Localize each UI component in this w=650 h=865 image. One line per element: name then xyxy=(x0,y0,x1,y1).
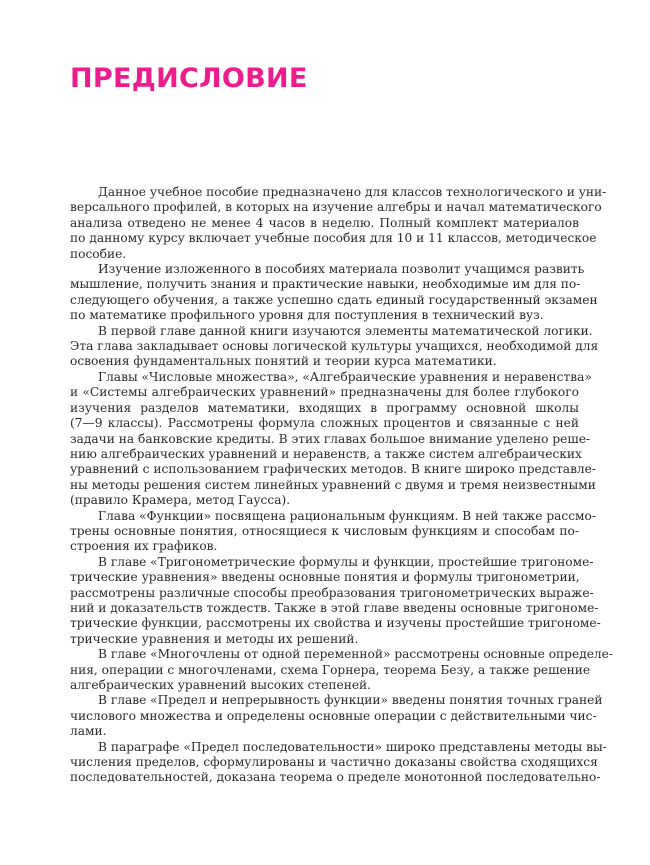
paragraph xyxy=(70,554,601,647)
text-line: (7—9 классы). Рассмотрены формула сложных процентов и связанные с ней xyxy=(70,416,579,431)
text-line: числения пределов, сформулированы и частично доказаны свойства сходящихся xyxy=(70,755,598,770)
paragraph xyxy=(70,508,596,555)
text-line: версального профилей, в которых на изучение алгебры и начал математического xyxy=(70,200,602,215)
text-line: по математике профильного уровня для поступления в технический вуз. xyxy=(70,308,544,323)
text-line: лами. xyxy=(70,724,107,739)
text-line: последовательностей, доказана теорема о пределе монотонной последовательно- xyxy=(70,770,601,785)
text-line: по данному курсу включает учебные пособия для 10 и 11 классов, методическое xyxy=(70,231,597,246)
paragraph xyxy=(70,739,607,786)
text-line: рассмотрены различные способы преобразования тригонометрических выраже- xyxy=(70,585,594,600)
paragraph xyxy=(70,369,597,509)
text-line: ний и доказательств тождеств. Также в этой главе введены основные тригономе- xyxy=(70,600,599,615)
paragraph xyxy=(70,185,607,262)
text-line: задачи на банковские кредиты. В этих главах большое внимание уделено реше- xyxy=(70,431,591,446)
text-line: Эта глава закладывает основы логической культуры учащихся, необходимой для xyxy=(70,339,599,354)
text-line: и «Системы алгебраических уравнений» предназначены для более глубокого xyxy=(70,385,579,400)
text-line: строения их графиков. xyxy=(70,539,218,554)
text-line: ны методы решения систем линейных уравнений с двумя и тремя неизвестными xyxy=(70,477,596,492)
text-line: следующего обучения, а также успешно сдать единый государственный экзамен xyxy=(70,292,598,307)
text-line: Изучение изложенного в пособиях материала позволит учащимся развить xyxy=(98,262,585,277)
text-line: Главы «Числовые множества», «Алгебраические уравнения и неравенства» xyxy=(98,369,592,384)
paragraph xyxy=(70,323,599,370)
text-line: (правило Крамера, метод Гаусса). xyxy=(70,493,291,508)
text-line: мышление, получить знания и практические навыки, необходимые им для по- xyxy=(70,277,581,292)
text-line: анализа отведено не менее 4 часов в неделю. Полный комплект материалов xyxy=(70,215,579,230)
text-line: В параграфе «Предел последовательности» широко представлены методы вы- xyxy=(98,739,607,754)
text-line: алгебраических уравнений высоких степеней. xyxy=(70,678,372,692)
text-line: трические уравнения» введены основные понятия и формулы тригонометрии, xyxy=(70,570,580,585)
text-line: трические уравнения и методы их решений. xyxy=(70,631,359,646)
paragraph xyxy=(70,647,613,693)
paragraph xyxy=(70,693,603,739)
text-line: Глава «Функции» посвящена рациональным функциям. В ней также рассмо- xyxy=(98,508,596,523)
text-line: уравнений с использованием графических методов. В книге широко представле- xyxy=(70,462,597,477)
text-line: Данное учебное пособие предназначено для классов технологического и уни- xyxy=(98,185,607,199)
text-line: В первой главе данной книги изучаются элементы математической логики. xyxy=(98,323,593,338)
page-title: ПРЕДИСЛОВИЕ xyxy=(70,63,308,94)
text-line: В главе «Тригонометрические формулы и функции, простейшие тригономе- xyxy=(98,554,594,569)
text-line: нию алгебраических уравнений и неравенств, а также систем алгебраических xyxy=(70,446,582,461)
text-line: ния, операции с многочленами, схема Горнера, теорема Безу, а также решение xyxy=(70,662,591,677)
text-line: освоения фундаментальных понятий и теории курса математики. xyxy=(70,354,497,369)
paragraph xyxy=(70,262,598,324)
text-line: В главе «Предел и непрерывность функции» введены понятия точных граней xyxy=(98,693,603,708)
text-line: трические функции, рассмотрены их свойства и изучены простейшие тригономе- xyxy=(70,616,601,631)
preface-body xyxy=(70,185,613,786)
text-line: числового множества и определены основные операции с действительными чис- xyxy=(70,708,597,723)
text-line: изучения разделов математики, входящих в программу основной школы xyxy=(70,400,579,415)
text-line: В главе «Многочлены от одной переменной» рассмотрены основные определе- xyxy=(98,647,613,662)
text-line: пособие. xyxy=(70,246,127,261)
text-line: трены основные понятия, относящиеся к числовым функциям и способам по- xyxy=(70,523,579,538)
